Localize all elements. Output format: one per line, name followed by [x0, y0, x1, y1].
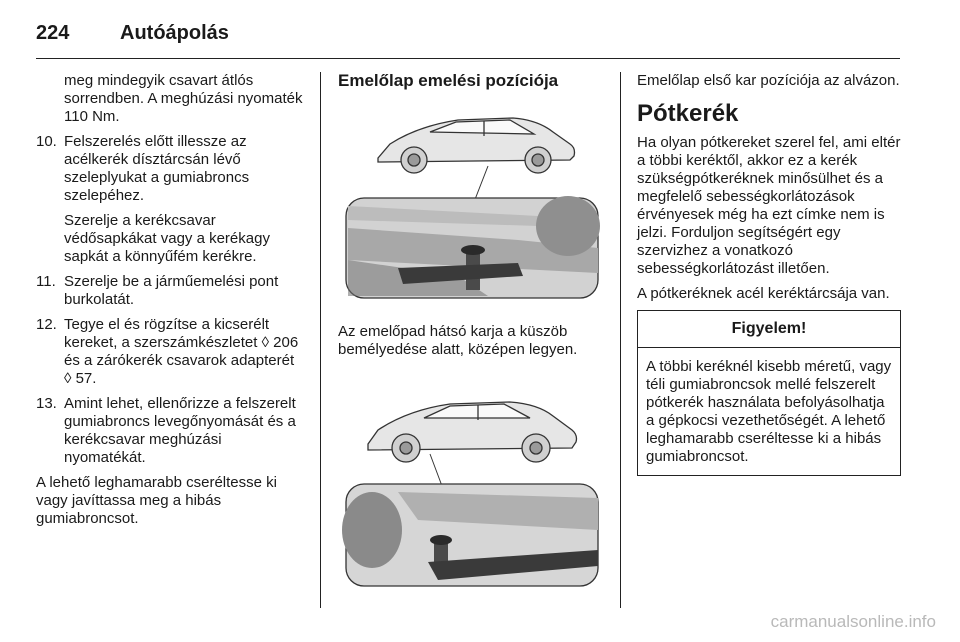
spare-wheel-paragraph-2: A pótkeréknek acél keréktárcsája van. — [637, 285, 890, 302]
column-divider-1 — [320, 72, 321, 608]
column-2 — [338, 72, 608, 595]
car-front-view-icon — [368, 402, 577, 462]
list-number: 10. — [36, 133, 57, 150]
spare-wheel-heading: Pótkerék — [637, 100, 739, 127]
rear-lift-point-illustration — [338, 98, 606, 302]
section-title: Autóápolás — [120, 22, 229, 44]
list-item-11 — [36, 273, 304, 309]
car-side-view-icon — [378, 118, 575, 173]
closing-paragraph: A lehető leghamarabb cseréltesse ki vagy javíttassa meg a hibás gumiabroncsot. — [36, 474, 277, 527]
continued-text: meg mindegyik csavart átlós sorrendben. A meghúzási nyomaték 110 Nm. — [64, 72, 303, 125]
list-number: 13. — [36, 395, 57, 412]
list-text: Amint lehet, ellenőrizze a felszerelt gumiabroncs levegőnyomását és a kerékcsavar meghúzási nyomatékát. — [64, 395, 296, 466]
list-item-12 — [36, 316, 304, 388]
column-3 — [637, 72, 903, 476]
warning-box — [637, 310, 901, 476]
column-1 — [36, 72, 304, 535]
figure-caption: Az emelőpad hátsó karja a küszöb bemélyedése alatt, középen legyen. — [338, 323, 578, 358]
list-text: Tegye el és rögzítse a kicserélt kereket, a szerszámkészletet ◊ 206 és a zárókerék csavarok adapterét ◊ 57. — [64, 316, 299, 387]
list-item-13 — [36, 395, 304, 467]
list-number: 12. — [36, 316, 57, 333]
list-item-10 — [36, 133, 304, 205]
list-text: Felszerelés előtt illessze az acélkerék dísztárcsán lévő szeleplyukat a gumiabroncs szelepéhez. — [64, 133, 250, 204]
page-number: 224 — [36, 22, 70, 44]
list-text: Szerelje be a járműemelési pont burkolatát. — [64, 273, 279, 308]
lift-position-heading: Emelőlap emelési pozíciója — [338, 71, 559, 90]
warning-body: A többi keréknél kisebb méretű, vagy téli gumiabroncsok mellé felszerelt pótkerék használata befolyásolhatja a gépkocsi vezethetőségét. A lehető leghamarabb cseréltesse ki a hibás gumiabroncsot. — [646, 358, 892, 465]
front-lift-point-illustration — [338, 380, 606, 590]
warning-title: Figyelem! — [638, 311, 900, 348]
front-lift-intro: Emelőlap első kar pozíciója az alvázon. — [637, 72, 900, 89]
list-item-10-extra: Szerelje a kerékcsavar védősapkákat vagy a kerékagy sapkát a könnyűfém kerékre. — [64, 212, 270, 265]
header-rule — [36, 58, 900, 59]
watermark-link[interactable]: carmanualsonline.info — [770, 612, 936, 631]
spare-wheel-paragraph-1: Ha olyan pótkereket szerel fel, ami eltér a többi keréktől, akkor ez a kerék szükségpótkeréknek minősülhet és a megfelelő sebességkorlátozások érvényesek még ha ezt címke nem is jelzi. Forduljon segítségért egy szervizhez a vonatkozó sebességkorlátozást illetően. — [637, 134, 901, 277]
column-divider-2 — [620, 72, 621, 608]
page-header — [0, 0, 960, 60]
list-number: 11. — [36, 273, 56, 290]
